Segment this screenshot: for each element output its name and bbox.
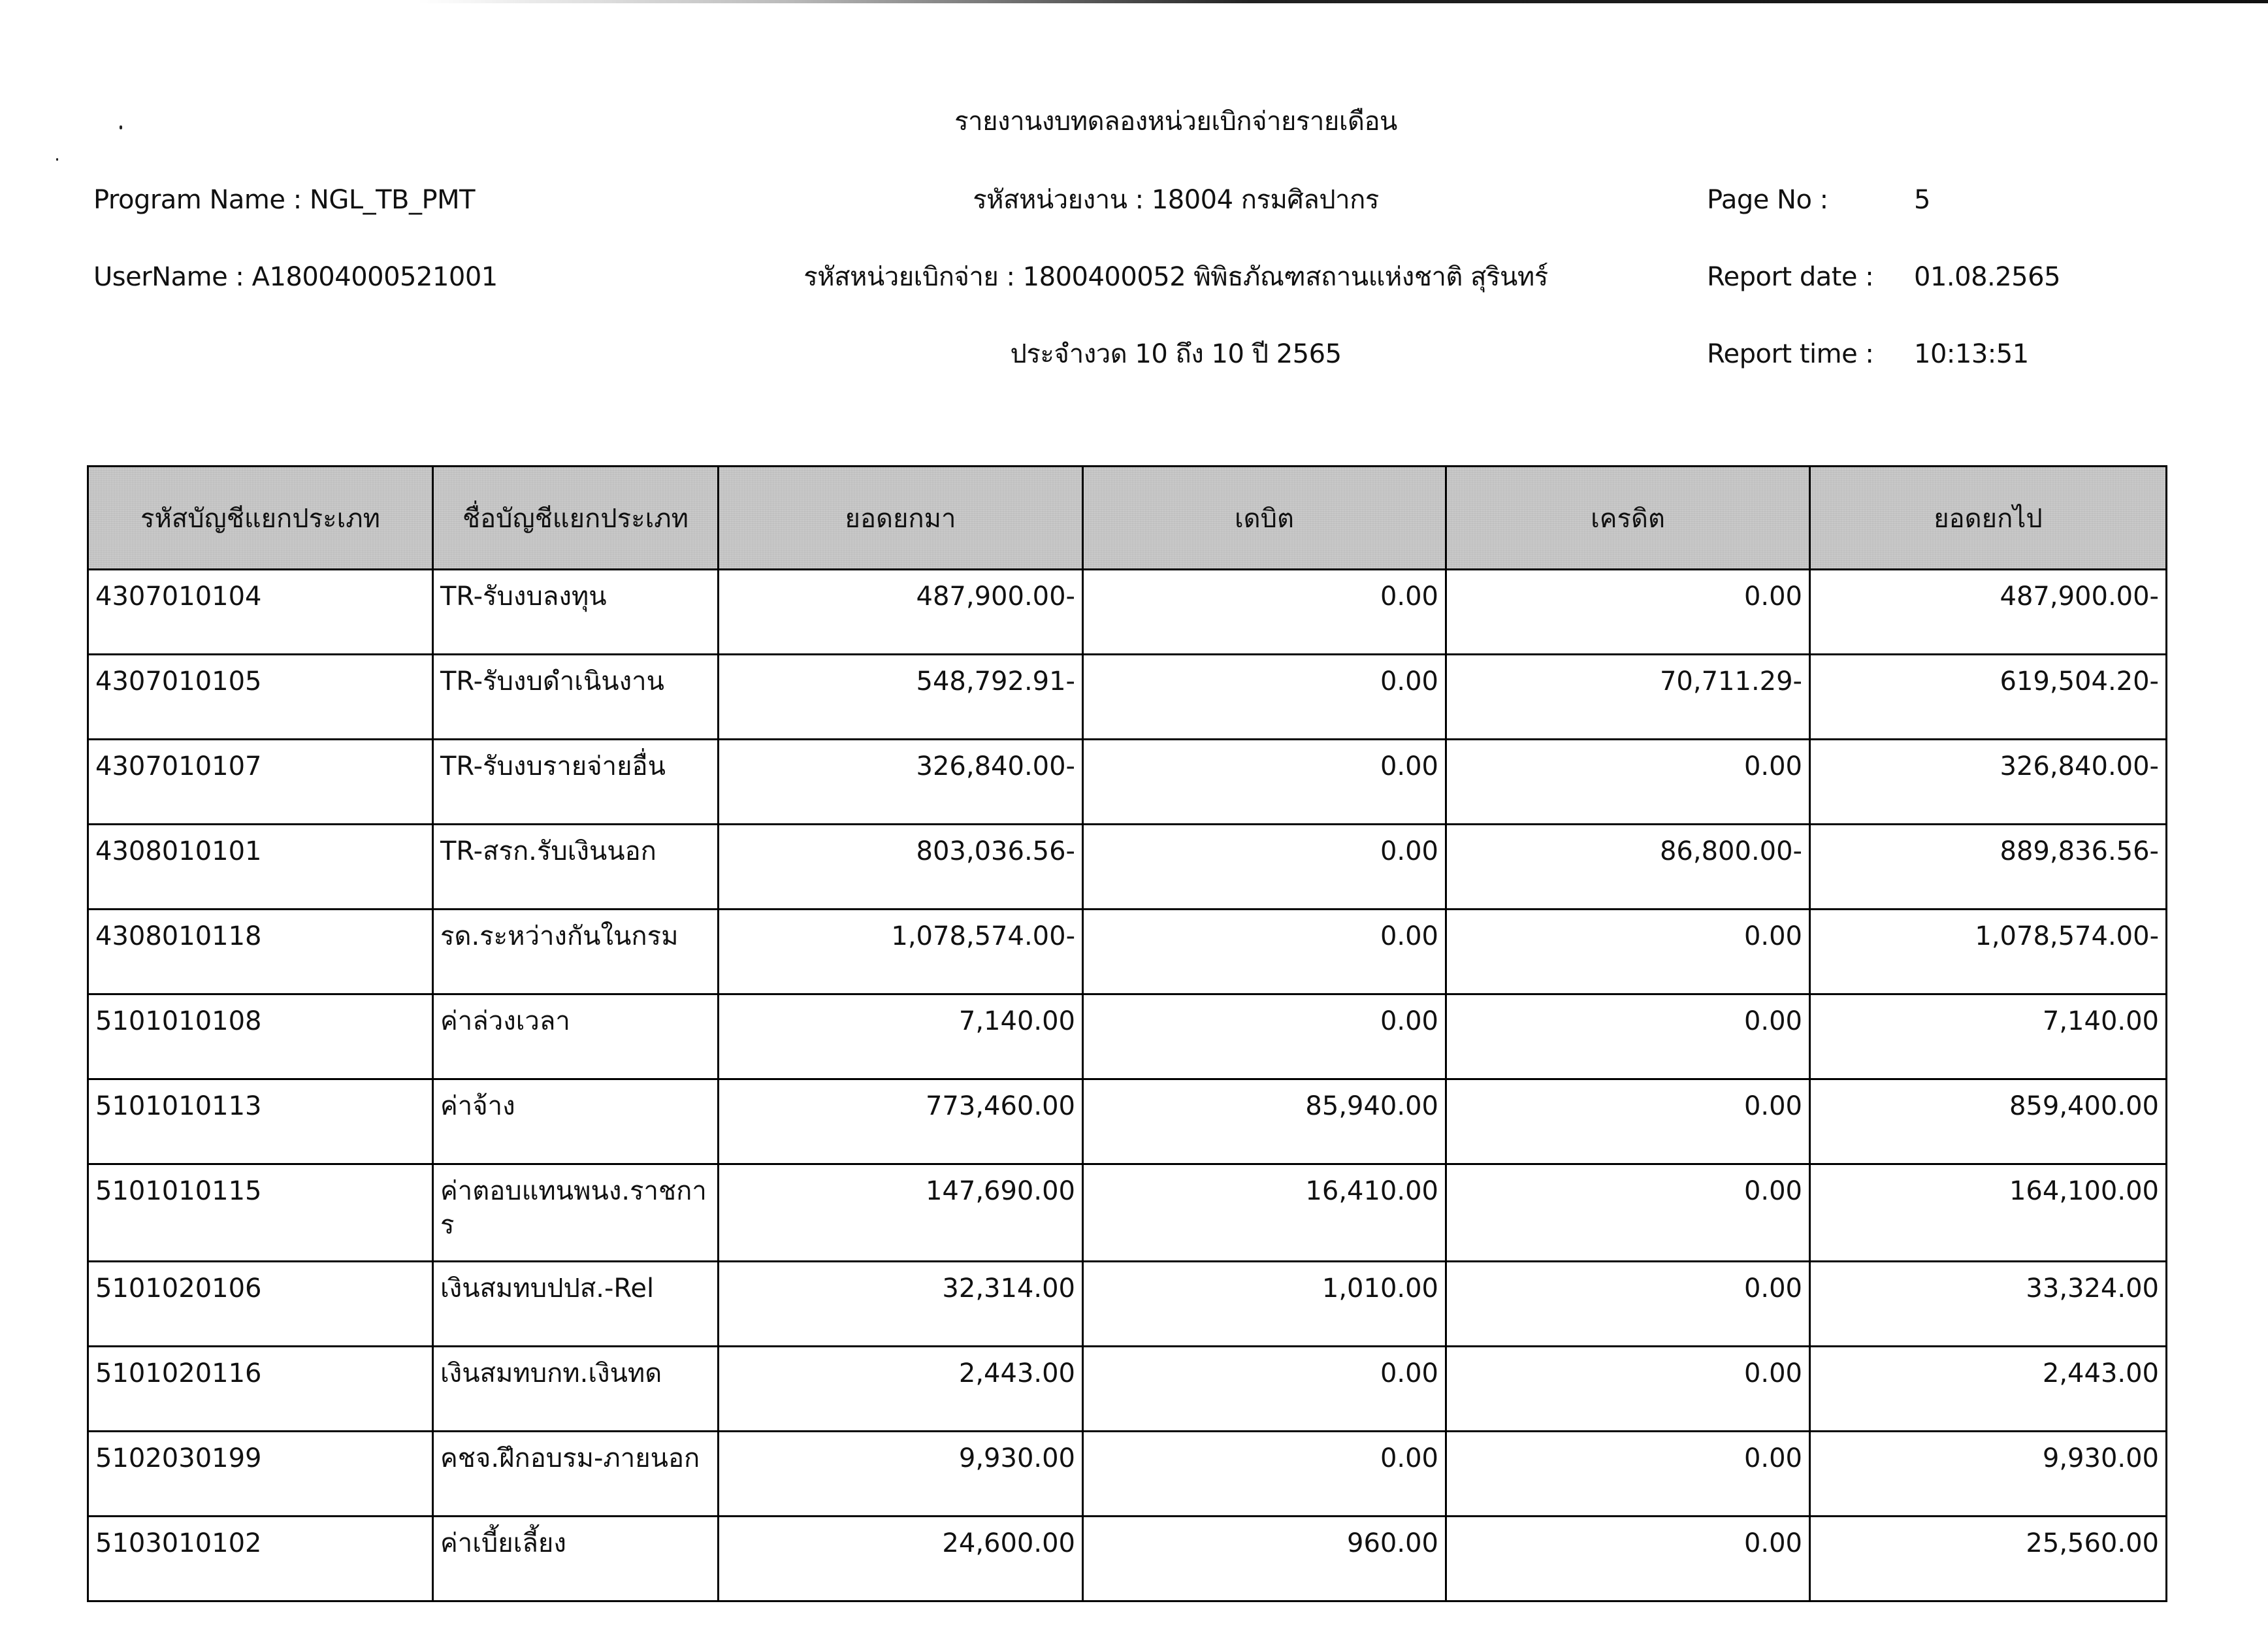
cell-account-code: 4307010105 <box>88 655 433 740</box>
table-row <box>88 994 2167 1079</box>
cell-account-code: 5101020106 <box>88 1262 433 1347</box>
cell-opening-balance: 548,792.91- <box>719 655 1083 740</box>
cell-opening-balance: 2,443.00 <box>719 1347 1083 1432</box>
table-row <box>88 1347 2167 1432</box>
cell-debit: 0.00 <box>1083 825 1446 910</box>
page-no-value: 5 <box>1914 185 1930 215</box>
cell-credit: 0.00 <box>1446 1347 1810 1432</box>
table-row <box>88 1517 2167 1601</box>
cell-account-name: TR-สรก.รับเงินนอก <box>433 825 719 910</box>
disbursing-unit: รหัสหน่วยเบิกจ่าย : 1800400052 พิพิธภัณฑสถานแห่งชาติ สุรินทร์ <box>803 262 1548 292</box>
cell-debit: 0.00 <box>1083 655 1446 740</box>
cell-account-code: 4307010107 <box>88 740 433 825</box>
cell-account-code: 4308010118 <box>88 910 433 994</box>
cell-account-name: TR-รับงบดำเนินงาน <box>433 655 719 740</box>
cell-closing-balance: 487,900.00- <box>1810 570 2167 655</box>
cell-closing-balance: 326,840.00- <box>1810 740 2167 825</box>
cell-opening-balance: 147,690.00 <box>719 1164 1083 1262</box>
header-opening-balance: ยอดยกมา <box>719 467 1083 570</box>
table-row <box>88 740 2167 825</box>
cell-account-code: 5101010115 <box>88 1164 433 1262</box>
header-closing-balance: ยอดยกไป <box>1810 467 2167 570</box>
cell-account-name: ค่าจ้าง <box>433 1079 719 1164</box>
scan-edge-artifact <box>418 0 2268 3</box>
header-account-name: ชื่อบัญชีแยกประเภท <box>433 467 719 570</box>
cell-account-name: TR-รับงบรายจ่ายอื่น <box>433 740 719 825</box>
cell-account-name: คชจ.ฝึกอบรม-ภายนอก <box>433 1432 719 1517</box>
cell-closing-balance: 33,324.00 <box>1810 1262 2167 1347</box>
cell-credit: 86,800.00- <box>1446 825 1810 910</box>
scan-speck <box>120 125 122 129</box>
cell-opening-balance: 32,314.00 <box>719 1262 1083 1347</box>
report-period: ประจำงวด 10 ถึง 10 ปี 2565 <box>1010 339 1342 369</box>
table-row <box>88 1079 2167 1164</box>
cell-debit: 0.00 <box>1083 994 1446 1079</box>
report-date-value: 01.08.2565 <box>1914 262 2061 292</box>
cell-debit: 16,410.00 <box>1083 1164 1446 1262</box>
cell-debit: 0.00 <box>1083 740 1446 825</box>
program-name: Program Name : NGL_TB_PMT <box>93 185 476 215</box>
cell-account-name: TR-รับงบลงทุน <box>433 570 719 655</box>
cell-opening-balance: 9,930.00 <box>719 1432 1083 1517</box>
cell-account-name: ค่าเบี้ยเลี้ยง <box>433 1517 719 1601</box>
cell-account-name: ค่าล่วงเวลา <box>433 994 719 1079</box>
table-row <box>88 910 2167 994</box>
cell-credit: 0.00 <box>1446 1432 1810 1517</box>
cell-opening-balance: 773,460.00 <box>719 1079 1083 1164</box>
cell-debit: 0.00 <box>1083 910 1446 994</box>
cell-credit: 0.00 <box>1446 1517 1810 1601</box>
cell-credit: 0.00 <box>1446 1164 1810 1262</box>
table-row <box>88 1262 2167 1347</box>
table-row <box>88 1432 2167 1517</box>
cell-opening-balance: 24,600.00 <box>719 1517 1083 1601</box>
cell-closing-balance: 619,504.20- <box>1810 655 2167 740</box>
cell-credit: 0.00 <box>1446 1079 1810 1164</box>
cell-credit: 0.00 <box>1446 910 1810 994</box>
cell-account-name: เงินสมทบปปส.-Rel <box>433 1262 719 1347</box>
report-time-value: 10:13:51 <box>1914 339 2029 369</box>
header-credit: เครดิต <box>1446 467 1810 570</box>
cell-closing-balance: 25,560.00 <box>1810 1517 2167 1601</box>
report-date-label: Report date : <box>1707 262 1874 292</box>
cell-debit: 85,940.00 <box>1083 1079 1446 1164</box>
cell-closing-balance: 2,443.00 <box>1810 1347 2167 1432</box>
cell-credit: 0.00 <box>1446 1262 1810 1347</box>
cell-account-code: 4308010101 <box>88 825 433 910</box>
cell-opening-balance: 487,900.00- <box>719 570 1083 655</box>
cell-account-code: 5101010108 <box>88 994 433 1079</box>
user-name: UserName : A18004000521001 <box>93 262 498 292</box>
cell-closing-balance: 859,400.00 <box>1810 1079 2167 1164</box>
cell-credit: 70,711.29- <box>1446 655 1810 740</box>
cell-account-code: 4307010104 <box>88 570 433 655</box>
cell-closing-balance: 1,078,574.00- <box>1810 910 2167 994</box>
cell-account-code: 5103010102 <box>88 1517 433 1601</box>
cell-credit: 0.00 <box>1446 740 1810 825</box>
cell-debit: 0.00 <box>1083 1432 1446 1517</box>
report-time-label: Report time : <box>1707 339 1874 369</box>
table-row <box>88 570 2167 655</box>
cell-credit: 0.00 <box>1446 570 1810 655</box>
agency-code: รหัสหน่วยงาน : 18004 กรมศิลปากร <box>973 185 1379 215</box>
cell-opening-balance: 803,036.56- <box>719 825 1083 910</box>
cell-credit: 0.00 <box>1446 994 1810 1079</box>
cell-account-code: 5101010113 <box>88 1079 433 1164</box>
report-title: รายงานงบทดลองหน่วยเบิกจ่ายรายเดือน <box>954 107 1397 137</box>
table-row <box>88 655 2167 740</box>
cell-account-name: รด.ระหว่างกันในกรม <box>433 910 719 994</box>
header-debit: เดบิต <box>1083 467 1446 570</box>
cell-opening-balance: 326,840.00- <box>719 740 1083 825</box>
trial-balance-table <box>87 465 2167 1602</box>
cell-debit: 0.00 <box>1083 1347 1446 1432</box>
cell-closing-balance: 164,100.00 <box>1810 1164 2167 1262</box>
cell-closing-balance: 9,930.00 <box>1810 1432 2167 1517</box>
cell-debit: 0.00 <box>1083 570 1446 655</box>
header-account-code: รหัสบัญชีแยกประเภท <box>88 467 433 570</box>
cell-closing-balance: 889,836.56- <box>1810 825 2167 910</box>
table-row <box>88 1164 2167 1262</box>
cell-account-name: เงินสมทบกท.เงินทด <box>433 1347 719 1432</box>
cell-account-code: 5101020116 <box>88 1347 433 1432</box>
table-header-row <box>88 467 2167 570</box>
cell-debit: 960.00 <box>1083 1517 1446 1601</box>
cell-closing-balance: 7,140.00 <box>1810 994 2167 1079</box>
cell-account-code: 5102030199 <box>88 1432 433 1517</box>
scan-speck <box>56 158 58 161</box>
page-no-label: Page No : <box>1707 185 1828 215</box>
cell-account-name: ค่าตอบแทนพนง.ราชกา ร <box>433 1164 719 1262</box>
cell-debit: 1,010.00 <box>1083 1262 1446 1347</box>
cell-opening-balance: 7,140.00 <box>719 994 1083 1079</box>
cell-opening-balance: 1,078,574.00- <box>719 910 1083 994</box>
table-row <box>88 825 2167 910</box>
